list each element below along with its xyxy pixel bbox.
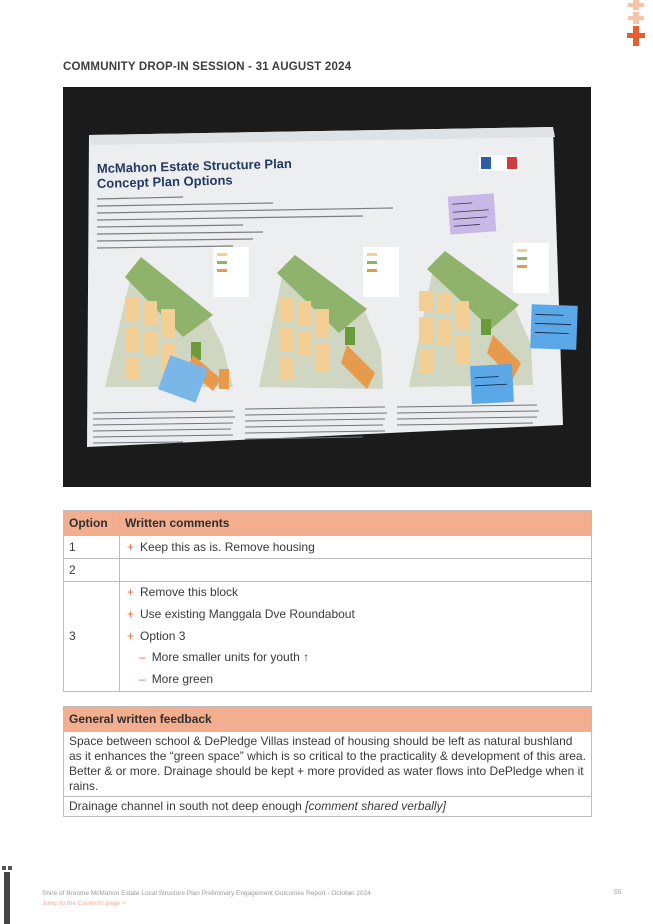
concept-plan-photo [63,87,591,487]
column-header-option: Option [64,511,120,536]
general-feedback-table [63,706,592,817]
page-footer [42,889,371,909]
list-item: + Use existing Manggala Dve Roundabout [127,606,355,621]
option-number: 2 [64,559,120,582]
option-number: 3 [64,582,120,692]
feedback-cell [64,797,592,817]
page-number: 55 [614,889,622,896]
list-item: + Option 3 [127,628,186,643]
poster-title-line-1: McMahon Estate Structure Plan [96,155,293,176]
feedback-text: Drainage channel in south not deep enough [69,799,306,813]
list-item: + Remove this block [127,585,239,599]
dash-bullet-icon: – [139,650,146,665]
comment-list [125,582,586,691]
poster-title-line-2: Concept Plan Options [96,172,233,191]
jump-to-contents-link[interactable]: Jump to the Contents page > [42,900,126,907]
option-number: 1 [64,536,120,559]
comment-cell [120,582,592,692]
feedback-text: Space between school & DePledge Villas instead of housing should be left as natural bushland as it enhances the “green space” which is so critical to the practicality & development of this area. Better & or more. Drainage should be kept + more provided as water flows into DePledge when it rains. [64,732,592,797]
column-header-general-feedback: General written feedback [64,707,592,732]
sticky-note-roundabout [530,304,578,350]
plus-bullet-icon: + [127,606,135,621]
sticky-note-option-3 [448,193,497,234]
comment-cell [120,536,592,559]
table-row [64,559,592,582]
plus-bullet-icon: + [127,628,135,643]
verbal-comment-note: [comment shared verbally] [305,799,446,813]
plus-bullet-icon: + [127,540,135,554]
decorative-crosses-icon [625,0,647,48]
table-row [64,732,592,797]
plus-bullet-icon: + [127,585,135,599]
dash-bullet-icon: – [139,672,146,687]
options-comments-table [63,510,592,692]
decorative-brand-mark-icon [0,866,18,924]
table-row [64,582,592,692]
table-row [64,536,592,559]
sub-list-item: – More smaller units for youth ↑ [139,650,310,665]
comment-text: Keep this as is. Remove housing [140,540,315,554]
column-header-written-comments: Written comments [120,511,592,536]
page-title: COMMUNITY DROP-IN SESSION - 31 AUGUST 2024 [63,61,352,73]
report-title: Shire of Broome McMahon Estate Local Structure Plan Preliminary Engagement Outcomes Report - October 2024 [42,890,371,897]
table-row [64,797,592,817]
sub-list-item: – More green [139,672,214,687]
comment-cell [120,559,592,582]
sticky-note-remove-block-2 [470,364,514,404]
